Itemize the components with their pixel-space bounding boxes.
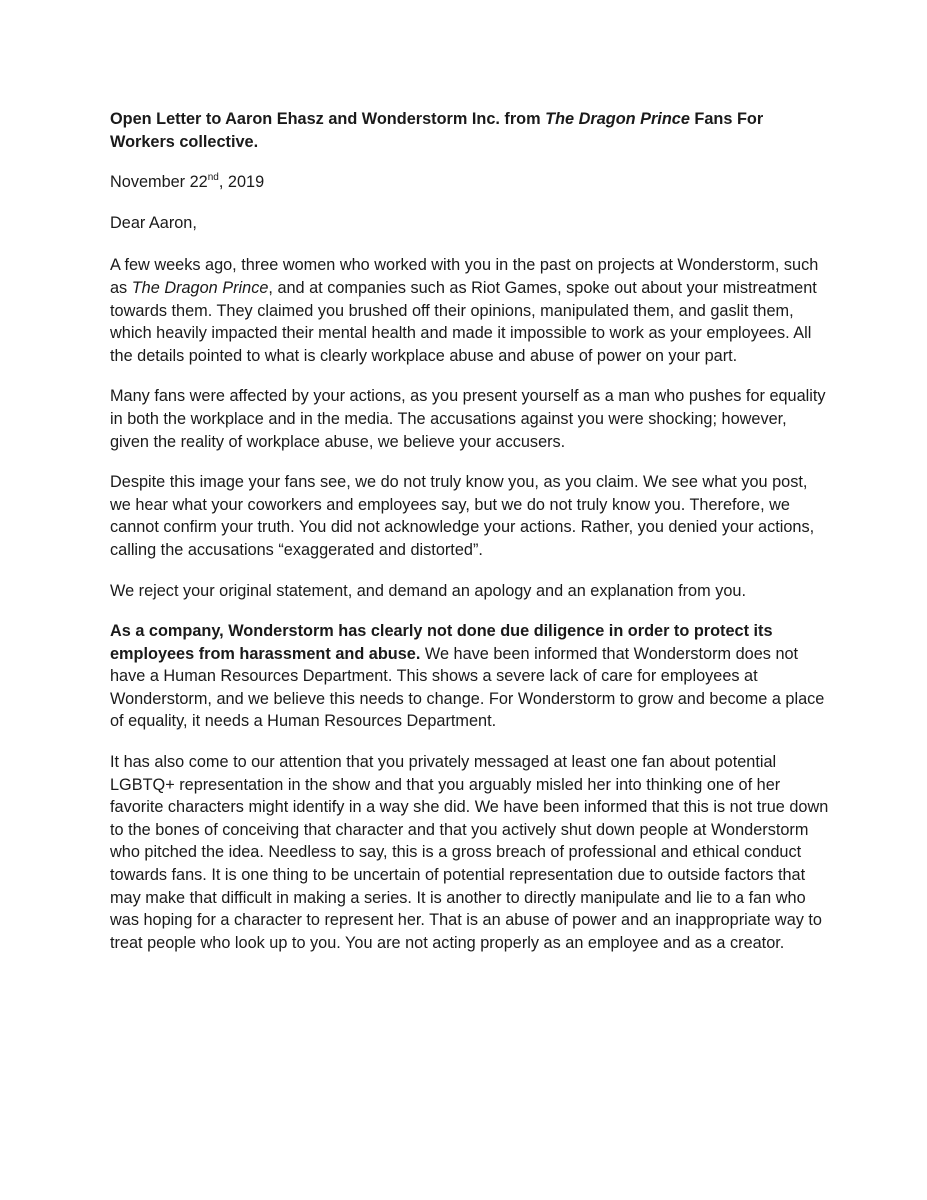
salutation: Dear Aaron, [110, 213, 197, 232]
title-show-name: The Dragon Prince [545, 110, 690, 128]
paragraph-image: Despite this image your fans see, we do not truly know you, as you claim. We see what you post, we hear what your coworkers and employees say, but we do not truly know you. Therefore, we cannot confirm your truth. You did not acknowledge your actions. Rather, you denied your actions, calling the accusations “exaggerated and distorted”. [110, 473, 815, 559]
letter-title [110, 108, 830, 153]
paragraph-company-rest: We have been informed that Wonderstorm does not have a Human Resources Department. This shows a severe lack of care for employees at Wonderstorm, and we believe this needs to change. For Wonderstorm to grow and become a place of equality, it needs a Human Resources Department. [110, 644, 825, 731]
paragraph-representation: It has also come to our attention that you privately messaged at least one fan about potential LGBTQ+ representation in the show and that you arguably misled her into thinking one of her favorite characters might identify in a way she did. We have been informed that this is not true down to the bones of conceiving that character and that you actively shut down people at Wonderstorm who pitched the idea. Needless to say, this is a gross breach of professional and ethical conduct towards fans. It is one thing to be uncertain of potential representation due to outside factors that may make that difficult in making a series. It is another to directly manipulate and lie to a fan who was hoping for a character to represent her. That is an abuse of power and an inappropriate way to treat people who look up to you. You are not acting properly as an employee and as a creator. [110, 753, 829, 952]
paragraph-accusations [110, 254, 830, 367]
title-text-end: Fans For Workers collective. [110, 110, 764, 151]
date-year: , 2019 [218, 173, 265, 192]
letter-body [110, 108, 830, 972]
paragraph-company [110, 620, 830, 733]
paragraph-demand: We reject your original statement, and demand an apology and an explanation from you. [110, 581, 746, 600]
date-ordinal-suffix: nd [207, 172, 219, 184]
paragraph-show-name: The Dragon Prince [131, 278, 269, 297]
paragraph-fans-affected: Many fans were affected by your actions, as you present yourself as a man who pushes for equality in both the workplace and in the media. The accusations against you were shocking; however, given the reality of workplace abuse, we believe your accusers. [110, 387, 826, 451]
paragraph-accusations-end: , and at companies such as Riot Games, spoke out about your mistreatment towards them. They claimed you brushed off their opinions, manipulated them, and gaslit them, which heavily impacted their mental health and made it impossible to work as your employees. All the details pointed to what is clearly workplace abuse and abuse of power on your part. [110, 278, 817, 365]
letter-date [110, 171, 830, 194]
paragraph-accusations-start: A few weeks ago, three women who worked with you in the past on projects at Wonderstorm, such as [110, 256, 819, 297]
date-month-day: November 22 [110, 173, 208, 192]
title-text-start: Open Letter to Aaron Ehasz and Wonderstorm Inc. from [110, 110, 546, 128]
paragraph-company-bold-lead: As a company, Wonderstorm has clearly not done due diligence in order to protect its employees from harassment and abuse. [110, 622, 773, 663]
